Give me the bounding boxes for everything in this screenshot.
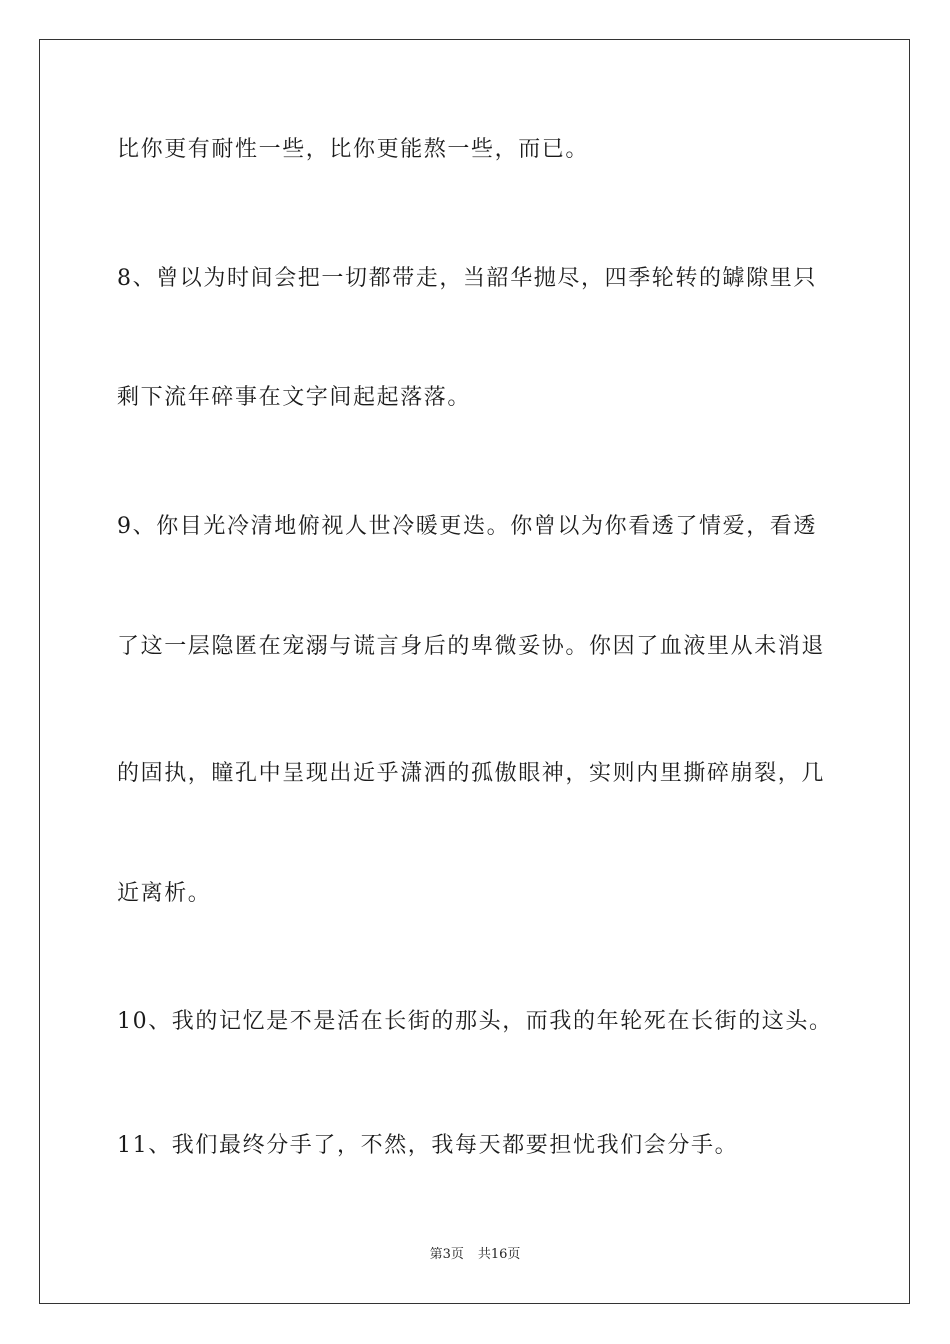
- text-line-9: 11、我们最终分手了，不然，我每天都要担忧我们会分手。: [117, 1133, 739, 1158]
- text-line-3: 剩下流年碎事在文字间起起落落。: [117, 385, 472, 410]
- page-footer: [0, 1246, 950, 1264]
- text-line-1: 比你更有耐性一些，比你更能熬一些，而已。: [117, 137, 590, 162]
- text-line-2: 8、曾以为时间会把一切都带走，当韶华抛尽，四季轮转的罅隙里只: [117, 266, 817, 291]
- text-line-4: 9、你目光冷清地俯视人世冷暖更迭。你曾以为你看透了情爱，看透: [117, 514, 817, 539]
- text-line-8: 10、我的记忆是不是活在长街的那头，而我的年轮死在长街的这头。: [117, 1009, 833, 1034]
- page-frame: [39, 39, 910, 1304]
- page-total: 共16页: [477, 1247, 521, 1262]
- page-number: 第3页: [429, 1247, 464, 1262]
- text-line-7: 近离析。: [117, 881, 212, 906]
- text-line-6: 的固执，瞳孔中呈现出近乎潇洒的孤傲眼神，实则内里撕碎崩裂，几: [117, 761, 826, 786]
- text-line-5: 了这一层隐匿在宠溺与谎言身后的卑微妥协。你因了血液里从未消退: [117, 634, 826, 659]
